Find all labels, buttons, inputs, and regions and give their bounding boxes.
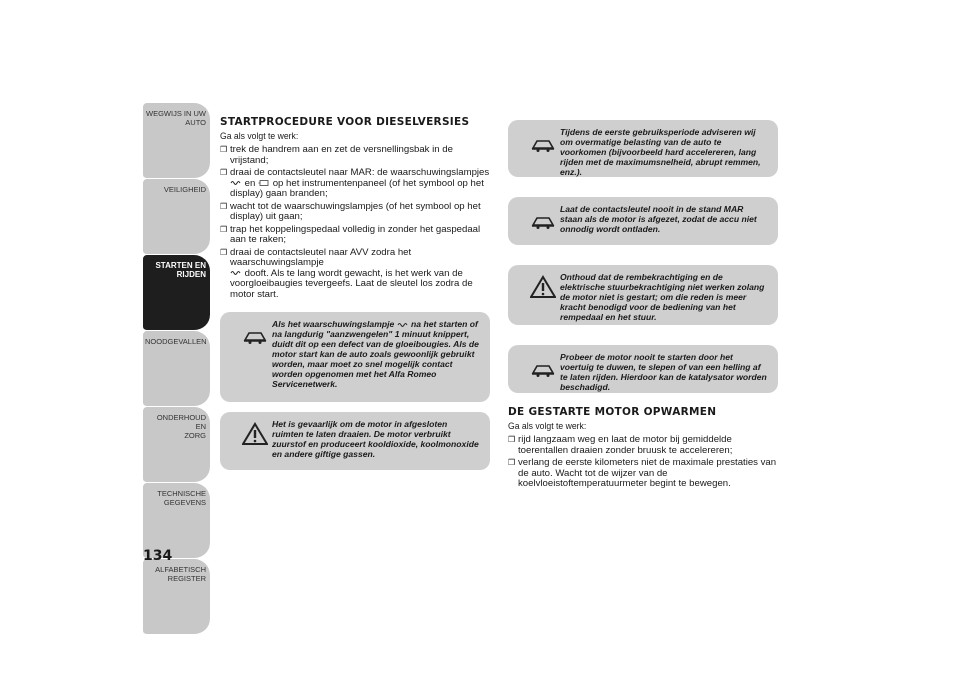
section-heading: DE GESTARTE MOTOR OPWARMEN	[508, 406, 717, 418]
car-info-icon	[530, 355, 556, 379]
tab-label: VEILIGHEID	[163, 185, 206, 194]
car-info-icon	[530, 207, 556, 231]
glow-plug-icon	[230, 179, 242, 187]
warning-triangle-icon	[530, 275, 556, 299]
right-column	[508, 120, 778, 492]
tab-starten-en-rijden[interactable]	[143, 255, 210, 331]
car-info-icon	[242, 322, 268, 346]
list-item	[220, 248, 490, 301]
step-text: rijd langzaam weg en laat de motor bij gemiddelde toerentallen draaien zonder bruusk te accelereren;	[518, 434, 733, 456]
steps-list	[220, 145, 490, 300]
section-heading: STARTPROCEDURE VOOR DIESELVERSIES	[220, 116, 470, 128]
step-text: wacht tot de waarschuwingslampjes (of het symbool op het display) uit gaan;	[230, 200, 481, 222]
tab-label: WEGWIJS IN UW AUTO	[146, 109, 206, 127]
glow-plug-icon	[397, 321, 409, 329]
step-text: verlang de eerste kilometers niet de maximale prestaties van de auto. Wacht tot de wijzer van de koelvloeistoftemperatuurmeter begint te bewegen.	[518, 457, 777, 489]
list-item	[220, 225, 490, 246]
step-text: en	[244, 177, 256, 189]
bullet: ❒	[220, 168, 228, 177]
note-text: Laat de contactsleutel nooit in de stand MAR staan als de motor is afgezet, zodat de accu niet onnodig wordt ontladen.	[560, 204, 757, 234]
step-text: op het instrumentenpaneel (of het symbool op het display) gaan branden;	[230, 177, 484, 199]
tab-label: NOODGEVALLEN	[145, 337, 207, 346]
note-text-a: Als het waarschuwingslampje	[272, 319, 395, 329]
bullet: ❒	[220, 145, 228, 154]
note-text-b: na het starten of na langdurig "aanzwengelen" 1 minuut knippert, duidt dit op een defect van de gloeibougies. Als de motor start kan de auto zoals gewoonlijk gebruikt worden, maar moet zo snel mogelijk contact worden opgenomen met het Alfa Romeo Servicenetwerk.	[272, 319, 479, 389]
step-text: dooft. Als te lang wordt gewacht, is het werk van de voorgloeibaugies tevergeefs. Laat de sleutel los zodra de motor start.	[230, 267, 473, 300]
bullet: ❒	[220, 247, 228, 257]
steps-list	[508, 435, 778, 490]
intro-text: Ga als volgt te werk:	[220, 131, 299, 142]
tab-label: TECHNISCHE GEGEVENS	[157, 489, 206, 507]
list-item	[220, 168, 490, 200]
list-item	[220, 202, 490, 223]
list-item	[508, 458, 778, 490]
info-note-catalyst	[508, 345, 778, 393]
tab-label: STARTEN EN RIJDEN	[155, 261, 206, 279]
note-text: Tijdens de eerste gebruiksperiode adviseren wij om overmatige belasting van de auto te voorkomen (bijvoorbeeld hard accelereren, lang rijden met de maximumsnelheid, abrupt remmen, enz.).	[560, 127, 761, 177]
tab-veiligheid[interactable]	[143, 179, 210, 255]
info-note-battery	[508, 197, 778, 245]
bullet: ❒	[508, 435, 516, 444]
warning-exhaust	[220, 412, 490, 470]
info-note-glowplug	[220, 312, 490, 402]
car-info-icon	[530, 130, 556, 154]
warning-text: Het is gevaarlijk om de motor in afgesloten ruimten te laten draaien. De motor verbruikt zuurstof en produceert kooldioxide, koolmonoxide en andere giftige gassen.	[272, 419, 479, 459]
tab-alfabetisch-register[interactable]	[143, 559, 210, 635]
step-text: trek de handrem aan en zet de versnellingsbak in de vrijstand;	[230, 144, 453, 166]
step-text: draai de contactsleutel naar AVV zodra het waarschuwingslampje	[230, 246, 412, 268]
step-text: trap het koppelingspedaal volledig in zonder het gaspedaal aan te raken;	[230, 223, 481, 245]
bullet: ❒	[220, 224, 228, 234]
tab-label: ALFABETISCH REGISTER	[155, 565, 206, 583]
warning-triangle-icon	[242, 422, 268, 446]
tab-onderhoud[interactable]	[143, 407, 210, 483]
page-number: 134	[143, 548, 173, 564]
bullet: ❒	[220, 201, 228, 211]
tab-wegwijs[interactable]	[143, 103, 210, 179]
list-item	[220, 145, 490, 166]
list-item	[508, 435, 778, 456]
info-note-break-in	[508, 120, 778, 177]
intro-text: Ga als volgt te werk:	[508, 421, 587, 432]
tab-noodgevallen[interactable]	[143, 331, 210, 407]
bullet: ❒	[508, 458, 516, 467]
engine-warning-icon	[258, 179, 270, 187]
tab-label: ONDERHOUD EN ZORG	[156, 413, 206, 440]
left-column	[220, 117, 490, 470]
warning-text: Onthoud dat de rembekrachtiging en de elektrische stuurbekrachtiging niet werken zolang de motor niet is gestart; om die reden is meer kracht benodigd voor de bediening van het rempedaal en het stuur.	[560, 272, 765, 322]
glow-plug-icon	[230, 269, 242, 277]
warmup-section	[508, 407, 778, 490]
note-text: Probeer de motor nooit te starten door het voertuig te duwen, te slepen of van een helling af te laten rijden. Hierdoor kan de katalysator worden beschadigd.	[560, 352, 767, 392]
warning-power-assist	[508, 265, 778, 325]
step-text: draai de contactsleutel naar MAR: de waarschuwingslampjes	[230, 167, 490, 178]
